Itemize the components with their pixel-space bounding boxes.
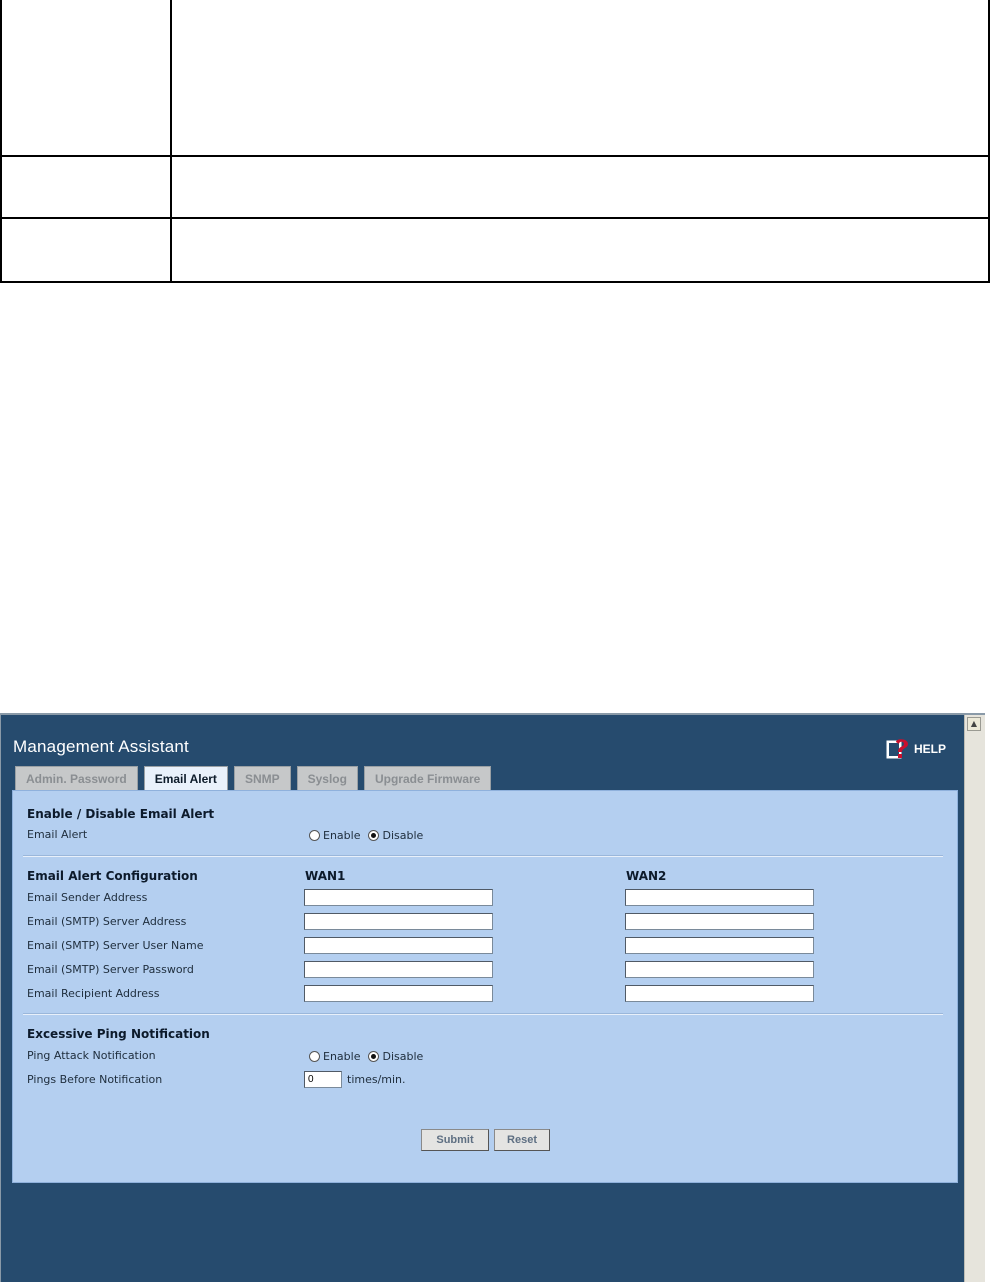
smtp-server-user-name-label: Email (SMTP) Server User Name	[27, 939, 204, 952]
doc-table-row	[2, 217, 988, 283]
wan1-smtp-server-address-input[interactable]	[304, 913, 493, 930]
email-alert-label: Email Alert	[27, 828, 88, 841]
wan2-smtp-server-password-input[interactable]	[625, 961, 814, 978]
doc-table-row	[2, 0, 988, 157]
management-window	[0, 713, 985, 1282]
smtp-server-password-label: Email (SMTP) Server Password	[27, 963, 194, 976]
pings-unit-label: times/min.	[347, 1073, 406, 1086]
wan2-email-sender-address-input[interactable]	[625, 889, 814, 906]
reset-button[interactable]: Reset	[494, 1129, 550, 1151]
email-alert-disable-label: Disable	[382, 829, 424, 842]
divider	[23, 855, 943, 857]
ping-attack-enable-radio[interactable]	[309, 1051, 320, 1062]
document-table	[0, 0, 990, 283]
pings-before-notification-label: Pings Before Notification	[27, 1073, 163, 1086]
email-recipient-address-label: Email Recipient Address	[27, 987, 160, 1000]
ping-attack-notification-label: Ping Attack Notification	[27, 1049, 156, 1062]
tab-bar	[15, 766, 497, 790]
section-title-configuration: Email Alert Configuration	[27, 869, 198, 883]
doc-table-row	[2, 155, 988, 219]
vertical-scrollbar[interactable]	[964, 715, 985, 1282]
tab-snmp[interactable]: SNMP	[234, 766, 291, 790]
email-alert-enable-label: Enable	[323, 829, 361, 842]
wan1-header: WAN1	[305, 869, 346, 883]
email-alert-disable-radio[interactable]	[368, 830, 379, 841]
pings-before-notification-input[interactable]	[304, 1071, 342, 1088]
email-alert-panel	[12, 790, 958, 1183]
tab-email-alert[interactable]: Email Alert	[144, 766, 228, 790]
app-title: Management Assistant	[13, 737, 189, 756]
wan2-email-recipient-address-input[interactable]	[625, 985, 814, 1002]
wan2-smtp-server-address-input[interactable]	[625, 913, 814, 930]
scroll-up-arrow-icon[interactable]: ▲	[967, 717, 981, 731]
wan1-email-sender-address-input[interactable]	[304, 889, 493, 906]
help-label: HELP	[914, 742, 947, 756]
email-alert-radio-group	[309, 829, 431, 842]
ping-attack-enable-label: Enable	[323, 1050, 361, 1063]
tab-admin-password[interactable]: Admin. Password	[15, 766, 138, 790]
help-button[interactable]	[886, 737, 946, 761]
ping-attack-radio-group	[309, 1050, 431, 1063]
doc-table-column-divider	[170, 0, 172, 281]
section-title-enable-disable: Enable / Disable Email Alert	[27, 807, 215, 821]
wan1-email-recipient-address-input[interactable]	[304, 985, 493, 1002]
ping-attack-disable-label: Disable	[382, 1050, 424, 1063]
section-title-ping-notification: Excessive Ping Notification	[27, 1027, 210, 1041]
help-icon	[886, 738, 912, 760]
email-sender-address-label: Email Sender Address	[27, 891, 148, 904]
wan1-smtp-server-user-name-input[interactable]	[304, 937, 493, 954]
email-alert-enable-radio[interactable]	[309, 830, 320, 841]
smtp-server-address-label: Email (SMTP) Server Address	[27, 915, 187, 928]
tab-syslog[interactable]: Syslog	[297, 766, 358, 790]
divider	[23, 1013, 943, 1015]
wan1-smtp-server-password-input[interactable]	[304, 961, 493, 978]
submit-button[interactable]: Submit	[421, 1129, 489, 1151]
wan2-smtp-server-user-name-input[interactable]	[625, 937, 814, 954]
ping-attack-disable-radio[interactable]	[368, 1051, 379, 1062]
tab-upgrade-firmware[interactable]: Upgrade Firmware	[364, 766, 491, 790]
wan2-header: WAN2	[626, 869, 667, 883]
